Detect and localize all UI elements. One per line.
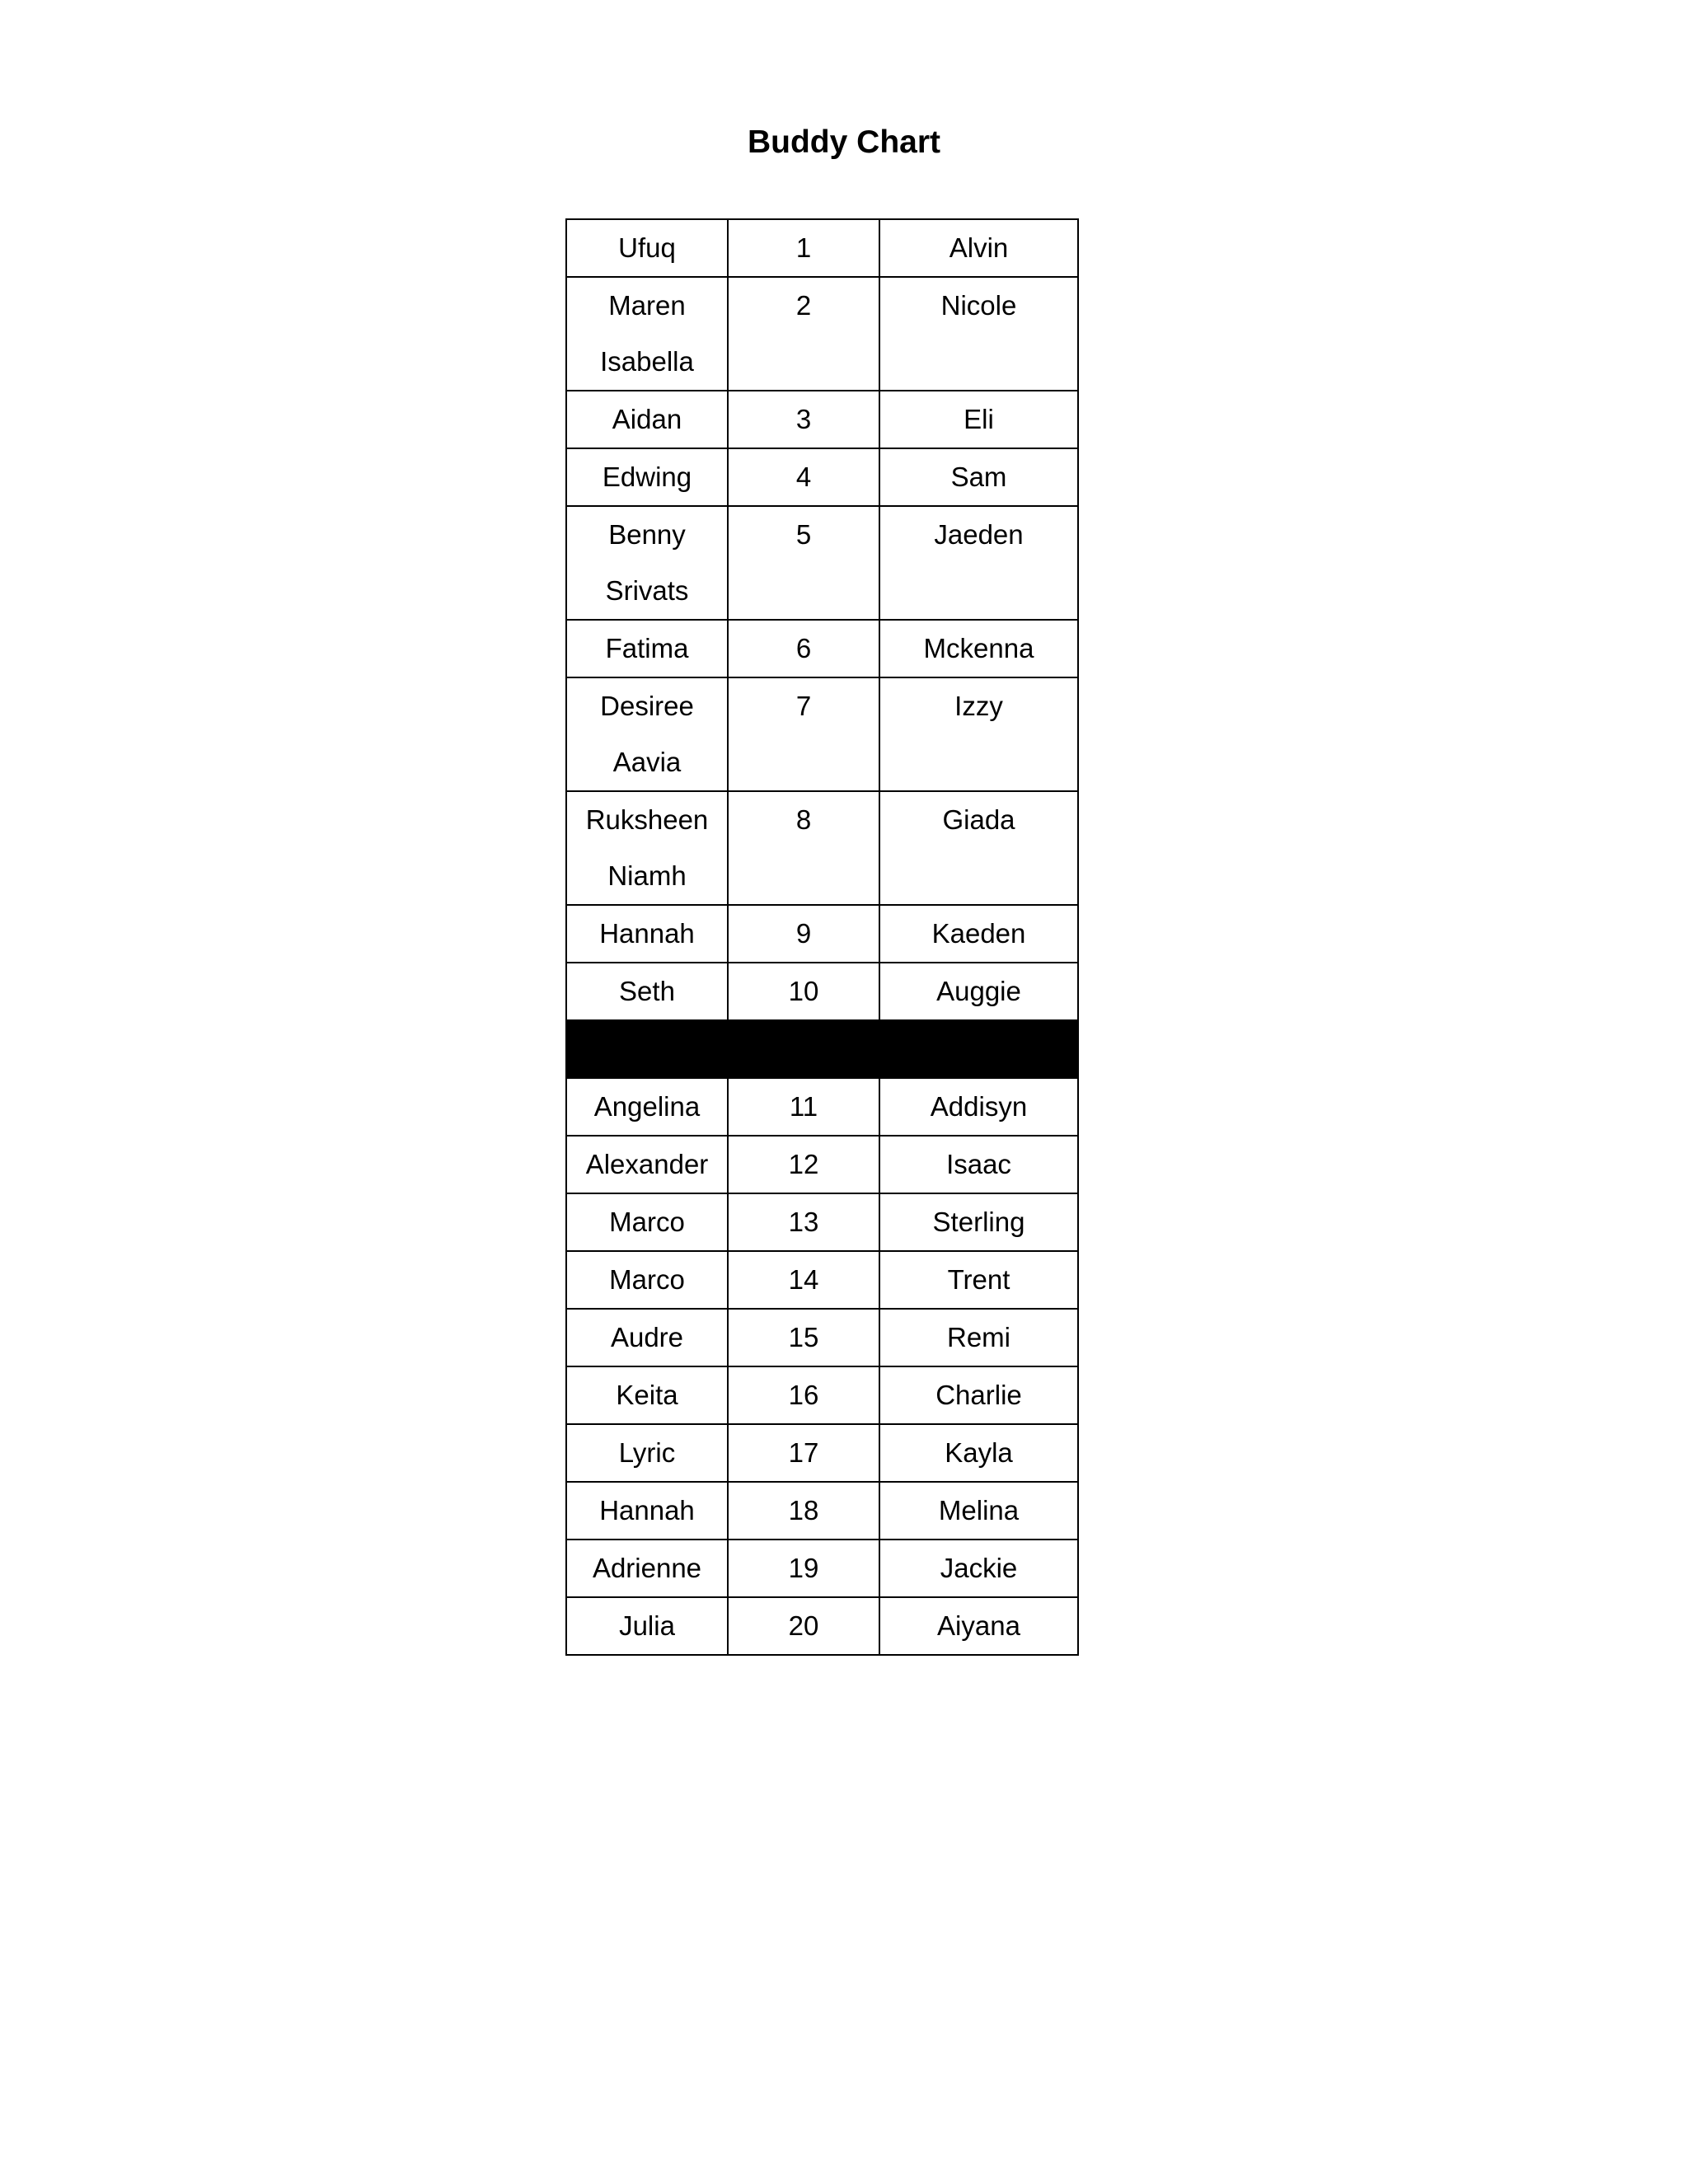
buddy-right-cell: Isaac — [879, 1136, 1078, 1193]
buddy-left-cell — [566, 1309, 728, 1366]
buddy-number-cell: 7 — [728, 677, 879, 791]
buddy-number-cell: 4 — [728, 448, 879, 506]
buddy-left-name: Edwing — [602, 462, 692, 492]
buddy-left-name: Ufuq — [618, 232, 676, 263]
buddy-right-cell: Melina — [879, 1482, 1078, 1540]
buddy-number-cell: 8 — [728, 791, 879, 905]
buddy-left-name: Lyric — [618, 1437, 676, 1468]
buddy-left-cell — [566, 620, 728, 677]
buddy-left-cell — [566, 277, 728, 391]
buddy-left-cell — [566, 1136, 728, 1193]
buddy-number-cell: 10 — [728, 963, 879, 1020]
buddy-left-cell — [566, 1424, 728, 1482]
table-row — [566, 1251, 1078, 1309]
buddy-right-cell: Jaeden — [879, 506, 1078, 620]
buddy-right-cell: Nicole — [879, 277, 1078, 391]
table-row — [566, 1309, 1078, 1366]
buddy-left-name: Desiree — [600, 691, 694, 721]
buddy-left-name: Audre — [610, 1322, 684, 1352]
buddy-number-cell: 3 — [728, 391, 879, 448]
table-row — [566, 391, 1078, 448]
table-row — [566, 1424, 1078, 1482]
separator-row — [566, 1020, 1078, 1078]
buddy-right-cell: Eli — [879, 391, 1078, 448]
buddy-left-name: Aidan — [612, 404, 682, 434]
buddy-right-cell: Trent — [879, 1251, 1078, 1309]
buddy-left-name: Srivats — [605, 575, 689, 606]
buddy-number-cell: 9 — [728, 905, 879, 963]
buddy-table — [565, 218, 1079, 1656]
buddy-right-cell: Auggie — [879, 963, 1078, 1020]
buddy-number-cell: 20 — [728, 1597, 879, 1655]
buddy-right-cell: Kaeden — [879, 905, 1078, 963]
table-row — [566, 448, 1078, 506]
buddy-left-name: Adrienne — [592, 1553, 702, 1583]
buddy-right-cell: Alvin — [879, 219, 1078, 277]
buddy-number-cell: 17 — [728, 1424, 879, 1482]
buddy-number-cell: 12 — [728, 1136, 879, 1193]
buddy-left-cell — [566, 1482, 728, 1540]
buddy-right-cell: Mckenna — [879, 620, 1078, 677]
buddy-right-cell: Charlie — [879, 1366, 1078, 1424]
buddy-left-cell — [566, 219, 728, 277]
buddy-right-cell: Aiyana — [879, 1597, 1078, 1655]
buddy-right-cell: Jackie — [879, 1540, 1078, 1597]
table-row — [566, 277, 1078, 391]
table-row — [566, 1482, 1078, 1540]
buddy-left-cell — [566, 506, 728, 620]
buddy-left-cell — [566, 1251, 728, 1309]
buddy-number-cell: 19 — [728, 1540, 879, 1597]
buddy-left-name: Aavia — [612, 747, 682, 777]
buddy-table-body — [566, 219, 1078, 1655]
table-row — [566, 1540, 1078, 1597]
table-row — [566, 963, 1078, 1020]
buddy-left-cell — [566, 448, 728, 506]
buddy-number-cell: 13 — [728, 1193, 879, 1251]
table-row — [566, 905, 1078, 963]
page-title: Buddy Chart — [748, 124, 940, 160]
buddy-right-cell: Sterling — [879, 1193, 1078, 1251]
table-row — [566, 506, 1078, 620]
separator-cell — [879, 1020, 1078, 1078]
buddy-right-cell: Giada — [879, 791, 1078, 905]
buddy-number-cell: 18 — [728, 1482, 879, 1540]
buddy-left-name: Fatima — [605, 633, 689, 663]
buddy-number-cell: 2 — [728, 277, 879, 391]
buddy-left-name: Seth — [619, 976, 675, 1006]
buddy-number-cell: 15 — [728, 1309, 879, 1366]
buddy-left-name: Keita — [616, 1380, 678, 1410]
buddy-left-name: Niamh — [607, 860, 687, 891]
buddy-number-cell: 5 — [728, 506, 879, 620]
buddy-left-name: Marco — [609, 1264, 685, 1295]
buddy-number-cell: 16 — [728, 1366, 879, 1424]
table-row — [566, 219, 1078, 277]
buddy-right-cell: Izzy — [879, 677, 1078, 791]
buddy-left-name: Marco — [609, 1207, 685, 1237]
buddy-right-cell: Sam — [879, 448, 1078, 506]
buddy-left-name: Angelina — [593, 1091, 701, 1122]
table-row — [566, 1366, 1078, 1424]
buddy-right-cell: Addisyn — [879, 1078, 1078, 1136]
buddy-left-cell — [566, 791, 728, 905]
buddy-left-name: Maren — [608, 290, 686, 321]
table-row — [566, 1597, 1078, 1655]
buddy-left-cell — [566, 963, 728, 1020]
buddy-left-cell — [566, 1540, 728, 1597]
separator-cell — [566, 1020, 728, 1078]
table-row — [566, 677, 1078, 791]
table-row — [566, 620, 1078, 677]
buddy-left-name: Alexander — [585, 1149, 709, 1179]
buddy-left-cell — [566, 391, 728, 448]
buddy-left-cell — [566, 1193, 728, 1251]
buddy-right-cell: Kayla — [879, 1424, 1078, 1482]
buddy-left-name: Benny — [608, 519, 686, 550]
table-row — [566, 1193, 1078, 1251]
table-row — [566, 1078, 1078, 1136]
buddy-left-cell — [566, 1366, 728, 1424]
buddy-left-name: Isabella — [600, 346, 694, 377]
buddy-left-cell — [566, 1597, 728, 1655]
buddy-left-cell — [566, 905, 728, 963]
buddy-number-cell: 6 — [728, 620, 879, 677]
buddy-number-cell: 11 — [728, 1078, 879, 1136]
buddy-left-name: Hannah — [599, 1495, 695, 1526]
buddy-number-cell: 14 — [728, 1251, 879, 1309]
buddy-left-cell — [566, 677, 728, 791]
separator-cell — [728, 1020, 879, 1078]
buddy-number-cell: 1 — [728, 219, 879, 277]
buddy-left-cell — [566, 1078, 728, 1136]
buddy-right-cell: Remi — [879, 1309, 1078, 1366]
buddy-left-name: Julia — [619, 1610, 675, 1641]
table-row — [566, 791, 1078, 905]
buddy-left-name: Hannah — [599, 918, 695, 949]
buddy-left-name: Ruksheen — [585, 804, 709, 835]
table-row — [566, 1136, 1078, 1193]
